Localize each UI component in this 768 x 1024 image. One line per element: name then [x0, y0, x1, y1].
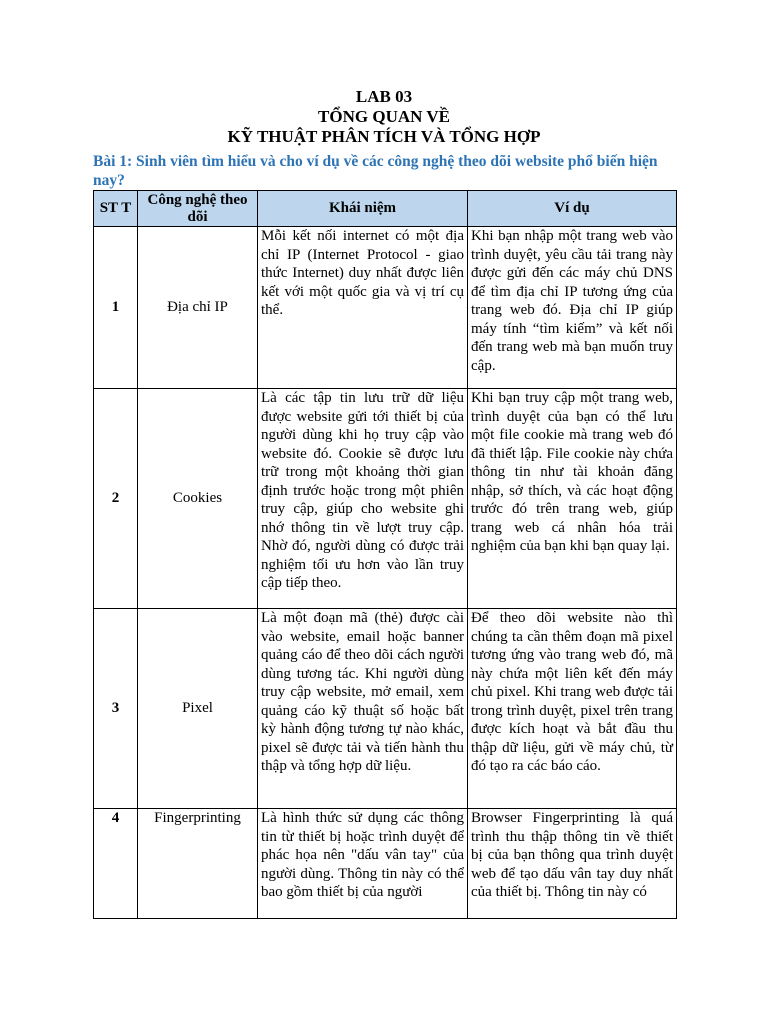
- row-example: Khi bạn truy cập một trang web, trình duyệt của bạn có thể lưu một file cookie mà trang web đó đã thiết lập. File cookie này chứa thông tin như tài khoản đăng nhập, sở thích, và các hoạt động trước đó trên trang web, giúp trang web cá nhân hóa trải nghiệm của bạn khi bạn quay lại.: [468, 389, 677, 609]
- row-tech: Pixel: [138, 609, 258, 809]
- row-tech: Fingerprinting: [138, 809, 258, 919]
- row-example: Để theo dõi website nào thì chúng ta cần thêm đoạn mã pixel tương ứng vào trang web đó, mã này chứa một liên kết đến máy chủ pixel. Khi trang web được tải trong trình duyệt, pixel trên trang được kích hoạt và bắt đầu thu thập dữ liệu, gửi về máy chủ, từ đó tạo ra các báo cáo.: [468, 609, 677, 809]
- table-row: [94, 389, 677, 609]
- row-concept: Là hình thức sử dụng các thông tin từ thiết bị hoặc trình duyệt để phác họa nên "dấu vân tay" của người dùng. Thông tin này có thể bao gồm thiết bị của người: [258, 809, 468, 919]
- document-title: [0, 87, 768, 147]
- header-concept: Khái niệm: [258, 191, 468, 227]
- table-header-row: [94, 191, 677, 227]
- title-line-3: KỸ THUẬT PHÂN TÍCH VÀ TỔNG HỢP: [227, 127, 541, 146]
- title-line-2: TỔNG QUAN VỀ: [318, 107, 450, 126]
- row-concept: Là các tập tin lưu trữ dữ liệu được website gửi tới thiết bị của người dùng khi họ truy cập vào website đó. Cookie sẽ được lưu trữ trong một khoảng thời gian định trước hoặc trong một phiên truy cập, giúp cho website ghi nhớ thông tin về lượt truy cập. Nhờ đó, người dùng có được trải nghiệm tối ưu hơn vào lần truy cập tiếp theo.: [258, 389, 468, 609]
- row-concept: Là một đoạn mã (thẻ) được cài vào website, email hoặc banner quảng cáo để theo dõi cách người dùng tương tác. Khi người dùng truy cập website, mở email, xem quảng cáo kỹ thuật số hoặc bất kỳ hành động tương tự nào khác, pixel sẽ được tải và tiến hành thu thập và tổng hợp dữ liệu.: [258, 609, 468, 809]
- header-tech: Công nghệ theo dõi: [138, 191, 258, 227]
- row-tech: Địa chỉ IP: [138, 227, 258, 389]
- row-stt: 2: [94, 389, 138, 609]
- table-row: [94, 609, 677, 809]
- row-concept: Mỗi kết nối internet có một địa chỉ IP (Internet Protocol - giao thức Internet) duy nhất được liên kết với một quốc gia và vị trí cụ thể.: [258, 227, 468, 389]
- row-stt: 3: [94, 609, 138, 809]
- row-example: Browser Fingerprinting là quá trình thu thập thông tin về thiết bị của bạn thông qua trình duyệt web để tạo dấu vân tay duy nhất của thiết bị. Thông tin này có: [468, 809, 677, 919]
- tracking-tech-table: [93, 190, 677, 919]
- task-heading: Bài 1: Sinh viên tìm hiểu và cho ví dụ về các công nghệ theo dõi website phổ biến hiện nay?: [93, 153, 658, 189]
- row-example: Khi bạn nhập một trang web vào trình duyệt, yêu cầu tải trang này được gửi đến các máy chủ DNS để tìm địa chỉ IP tương ứng của trang web đó. Địa chỉ IP giúp máy tính “tìm kiếm” và kết nối đến trang web mà bạn muốn truy cập.: [468, 227, 677, 389]
- row-stt: 1: [94, 227, 138, 389]
- header-example: Ví dụ: [468, 191, 677, 227]
- header-stt: ST T: [94, 191, 138, 227]
- title-line-1: LAB 03: [355, 87, 413, 106]
- table-row: [94, 227, 677, 389]
- row-tech: Cookies: [138, 389, 258, 609]
- row-stt: 4: [94, 809, 138, 919]
- table-row: [94, 809, 677, 919]
